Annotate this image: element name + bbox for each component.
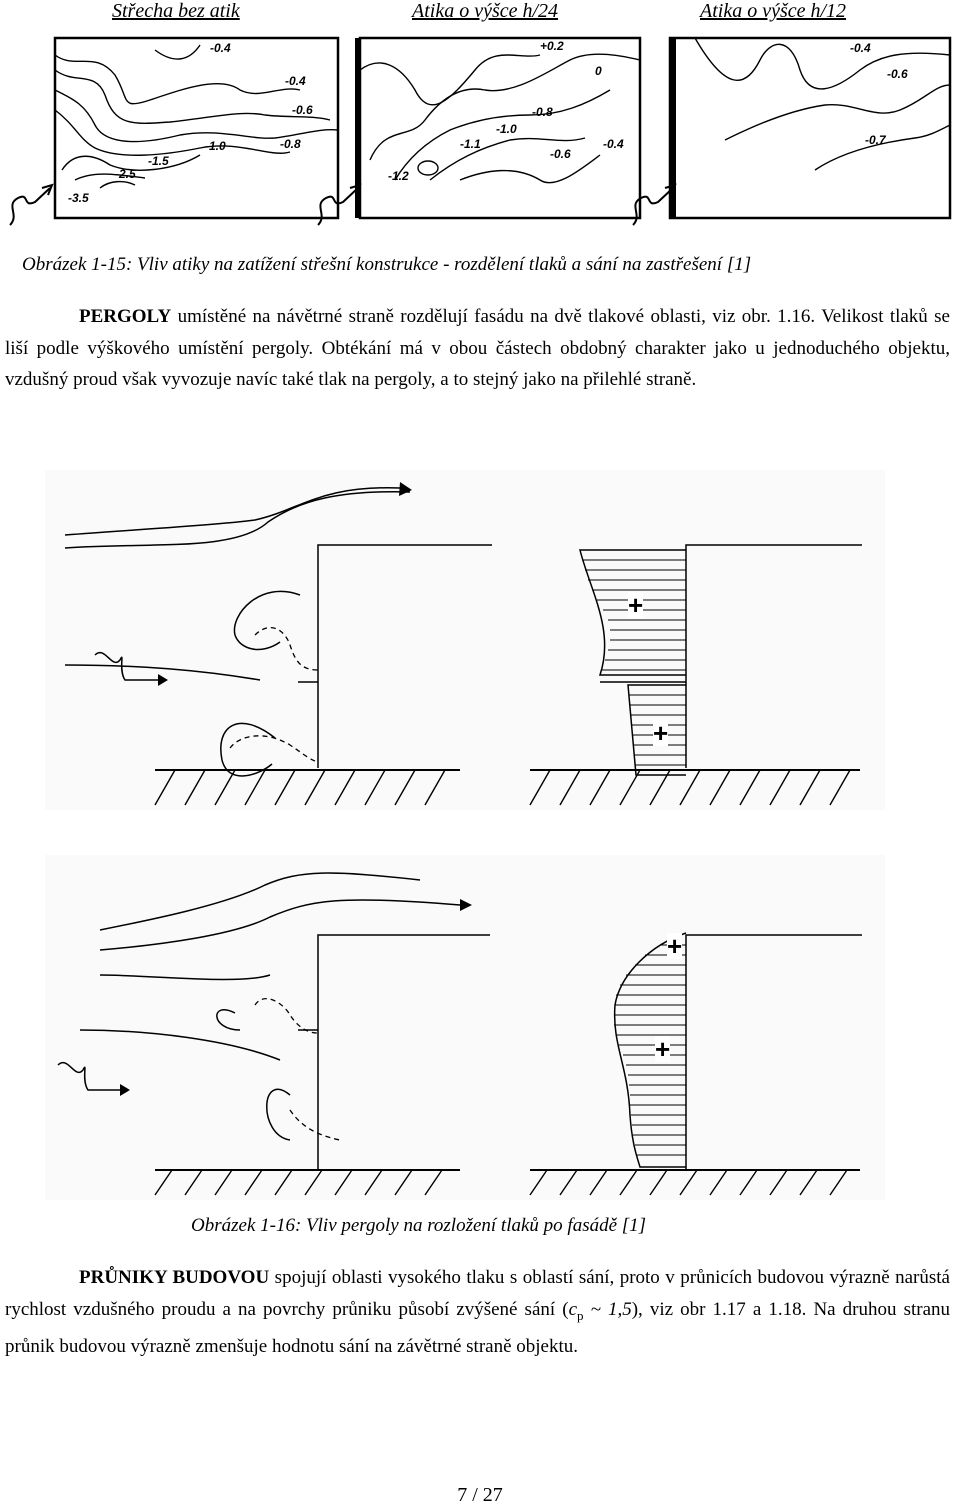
- contour-label: -1.0: [205, 139, 226, 153]
- paragraph-pergolas: [5, 301, 950, 396]
- coefficient-subscript: p: [577, 1307, 584, 1323]
- contour-label: -3.5: [68, 191, 89, 205]
- pergola-flow-diagram-top: [0, 470, 960, 815]
- term-pruniky-budovou: PRŮNIKY BUDOVOU: [79, 1267, 270, 1288]
- paragraph-pergolas-text: umístěné na návětrné straně rozdělují fasádu na dvě tlakové oblasti, viz obr. 1.16. Velikost tlaků se liší podle výškového umístění pergoly. Obtékání má v obou částech obdobný charakter jako u jednoduchého objektu, vzdušný proud však vyvozuje navíc také tlak na pergoly, a to stejný jako na přilehlé straně.: [5, 306, 950, 390]
- contour-label: -0.4: [850, 41, 871, 55]
- contour-panel-no-parapet: [0, 30, 345, 245]
- contour-label: -0.7: [865, 133, 886, 147]
- contour-label: -0.6: [292, 103, 313, 117]
- figure-caption-1-16: Obrázek 1-16: Vliv pergoly na rozložení tlaků po fasádě [1]: [191, 1215, 647, 1236]
- contour-label: -1.5: [148, 154, 169, 168]
- panel-title-no-parapet: Střecha bez atik: [112, 0, 240, 22]
- coefficient-symbol: c: [568, 1298, 578, 1320]
- figure-caption-1-15: Obrázek 1-15: Vliv atiky na zatížení střešní konstrukce - rozdělení tlaků a sání na zastřešení [1]: [22, 254, 752, 275]
- paragraph-openings-text-2: ), viz obr 1.17 a 1.18. Na druhou stranu průnik budovou výrazně zmenšuje hodnotu sání na závětrné straně objektu.: [5, 1298, 951, 1357]
- contour-panel-parapet-h12: [615, 30, 960, 245]
- pressure-sign-top-upper: +: [628, 590, 644, 620]
- coefficient-value: ~ 1,5: [583, 1298, 632, 1320]
- contour-label: -0.6: [550, 147, 571, 161]
- pressure-sign-bottom-lower: +: [655, 1034, 671, 1064]
- contour-panel-parapet-h24: [300, 30, 645, 245]
- contour-label: -0.4: [285, 74, 306, 88]
- contour-label: -0.4: [210, 41, 231, 55]
- contour-label: -1.2: [388, 169, 409, 183]
- paragraph-openings-text-1: spojují oblasti vysokého tlaku s oblastí sání, proto v průnicích budovou výrazně narůstá rychlost vzdušného proudu a na povrchy průniku působí zvýšené sání (: [5, 1267, 950, 1320]
- panel-title-parapet-h12: Atika o výšce h/12: [700, 0, 847, 22]
- pressure-sign-bottom-upper: +: [667, 931, 683, 961]
- term-pergoly: PERGOLY: [79, 306, 172, 327]
- paragraph-building-openings: [5, 1262, 950, 1362]
- contour-label: -0.4: [603, 137, 624, 151]
- contour-label: +0.2: [540, 39, 564, 53]
- contour-label: -1.0: [496, 122, 517, 136]
- contour-label: -0.6: [887, 67, 908, 81]
- contour-label: -0.8: [532, 105, 553, 119]
- panel-title-parapet-h24: Atika o výšce h/24: [412, 0, 559, 22]
- contour-label: -0.8: [280, 137, 301, 151]
- pergola-flow-diagram-bottom: [0, 855, 960, 1200]
- pressure-sign-top-lower: +: [653, 718, 669, 748]
- contour-label: -2.5: [115, 167, 136, 181]
- page-number: 7 / 27: [457, 1484, 503, 1506]
- contour-label: 0: [595, 64, 602, 78]
- contour-label: -1.1: [460, 137, 481, 151]
